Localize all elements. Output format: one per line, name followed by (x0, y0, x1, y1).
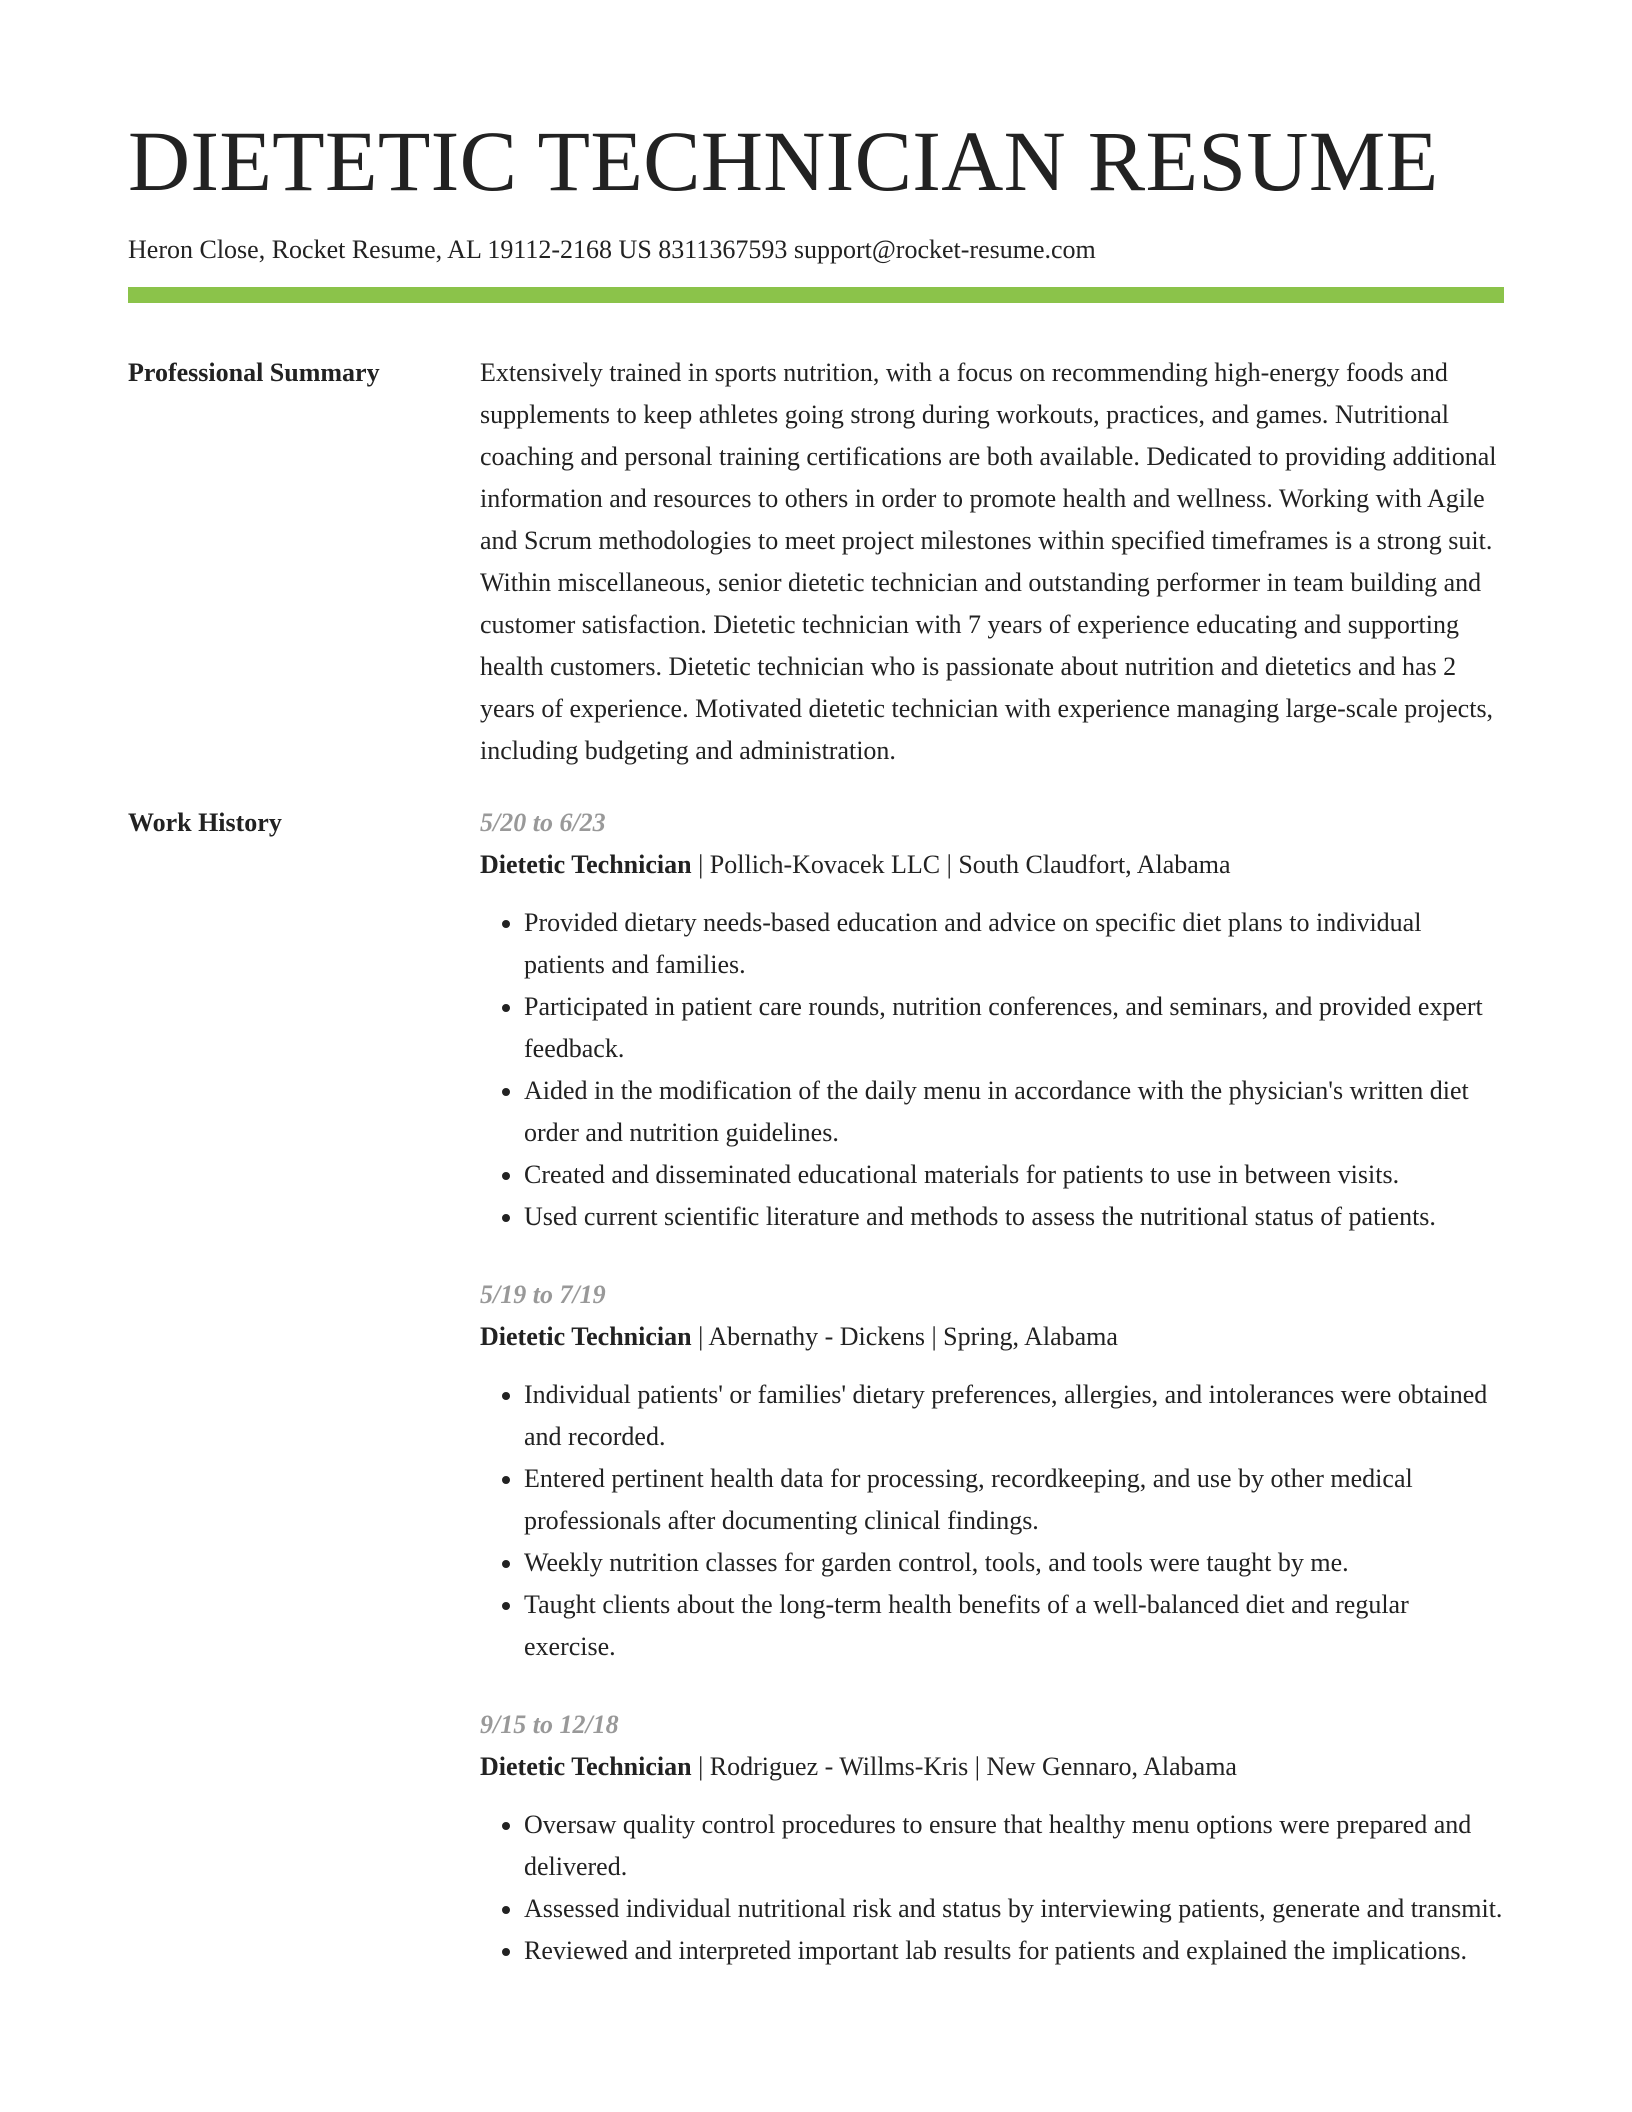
job-bullet: • Aided in the modification of the daily menu in accordance with the physician's written diet order and nutrition guidelines. (524, 1070, 1504, 1154)
job-title: Dietetic Technician (480, 1322, 692, 1352)
summary-body (480, 352, 1504, 772)
job-entry (480, 802, 1504, 1238)
job-details: | Abernathy - Dickens | Spring, Alabama (691, 1322, 1118, 1352)
job-bullet: • Individual patients' or families' dietary preferences, allergies, and intolerances were obtained and recorded. (524, 1374, 1504, 1458)
job-dates: 9/15 to 12/18 (480, 1710, 619, 1740)
job-title: Dietetic Technician (480, 850, 692, 880)
job-title: Dietetic Technician (480, 1752, 692, 1782)
job-header (480, 1746, 1504, 1788)
summary-text: Extensively trained in sports nutrition, with a focus on recommending high-energy foods and supplements to keep athletes going strong during workouts, practices, and games. Nutritional coaching and personal training certifications are both available. Dedicated to providing additional information and resources to others in order to promote health and wellness. Working with Agile and Scrum methodologies to meet project milestones within specified timeframes is a strong suit. Within miscellaneous, senior dietetic technician and outstanding performer in team building and customer satisfaction. Dietetic technician with 7 years of experience educating and supporting health customers. Dietetic technician who is passionate about nutrition and dietetics and has 2 years of experience. Motivated dietetic technician with experience managing large-scale projects, including budgeting and administration. (480, 358, 1497, 766)
contact-info (128, 234, 1504, 265)
job-bullet: • Entered pertinent health data for processing, recordkeeping, and use by other medical professionals after documenting clinical findings. (524, 1458, 1504, 1542)
contact-email: support@rocket-resume.com (793, 235, 1096, 264)
job-dates: 5/20 to 6/23 (480, 808, 606, 838)
job-bullet: • Used current scientific literature and methods to assess the nutritional status of patients. (524, 1196, 1504, 1238)
accent-divider (128, 287, 1504, 303)
job-entry (480, 1704, 1504, 1972)
job-bullet: • Provided dietary needs-based education and advice on specific diet plans to individual patients and families. (524, 902, 1504, 986)
contact-address: Heron Close, Rocket Resume, AL 19112-2168 US (128, 235, 652, 264)
job-header (480, 844, 1504, 886)
job-dates: 5/19 to 7/19 (480, 1280, 606, 1310)
job-bullet-list (480, 1374, 1504, 1668)
job-bullet: • Reviewed and interpreted important lab results for patients and explained the implications. (524, 1930, 1504, 1972)
work-history-body (480, 802, 1504, 2008)
resume-title: DIETETIC TECHNICIAN RESUME (128, 113, 1439, 209)
job-bullet: • Oversaw quality control procedures to ensure that healthy menu options were prepared and delivered. (524, 1804, 1504, 1888)
work-history-section (128, 802, 1504, 2008)
job-bullet: • Weekly nutrition classes for garden control, tools, and tools were taught by me. (524, 1542, 1504, 1584)
section-label-work-history: Work History (128, 808, 282, 838)
job-bullet-list (480, 1804, 1504, 1972)
job-bullet: • Taught clients about the long-term health benefits of a well-balanced diet and regular exercise. (524, 1584, 1504, 1668)
job-details: | Rodriguez - Willms-Kris | New Gennaro, Alabama (691, 1752, 1237, 1782)
contact-phone: 8311367593 (658, 235, 788, 264)
job-bullet: • Assessed individual nutritional risk and status by interviewing patients, generate and transmit. (524, 1888, 1504, 1930)
section-label-summary: Professional Summary (128, 358, 380, 388)
job-details: | Pollich-Kovacek LLC | South Claudfort, Alabama (691, 850, 1231, 880)
professional-summary-section (128, 352, 1504, 772)
job-bullet: • Created and disseminated educational materials for patients to use in between visits. (524, 1154, 1504, 1196)
job-bullet: • Participated in patient care rounds, nutrition conferences, and seminars, and provided expert feedback. (524, 986, 1504, 1070)
job-header (480, 1316, 1504, 1358)
job-bullet-list (480, 902, 1504, 1238)
job-entry (480, 1274, 1504, 1668)
